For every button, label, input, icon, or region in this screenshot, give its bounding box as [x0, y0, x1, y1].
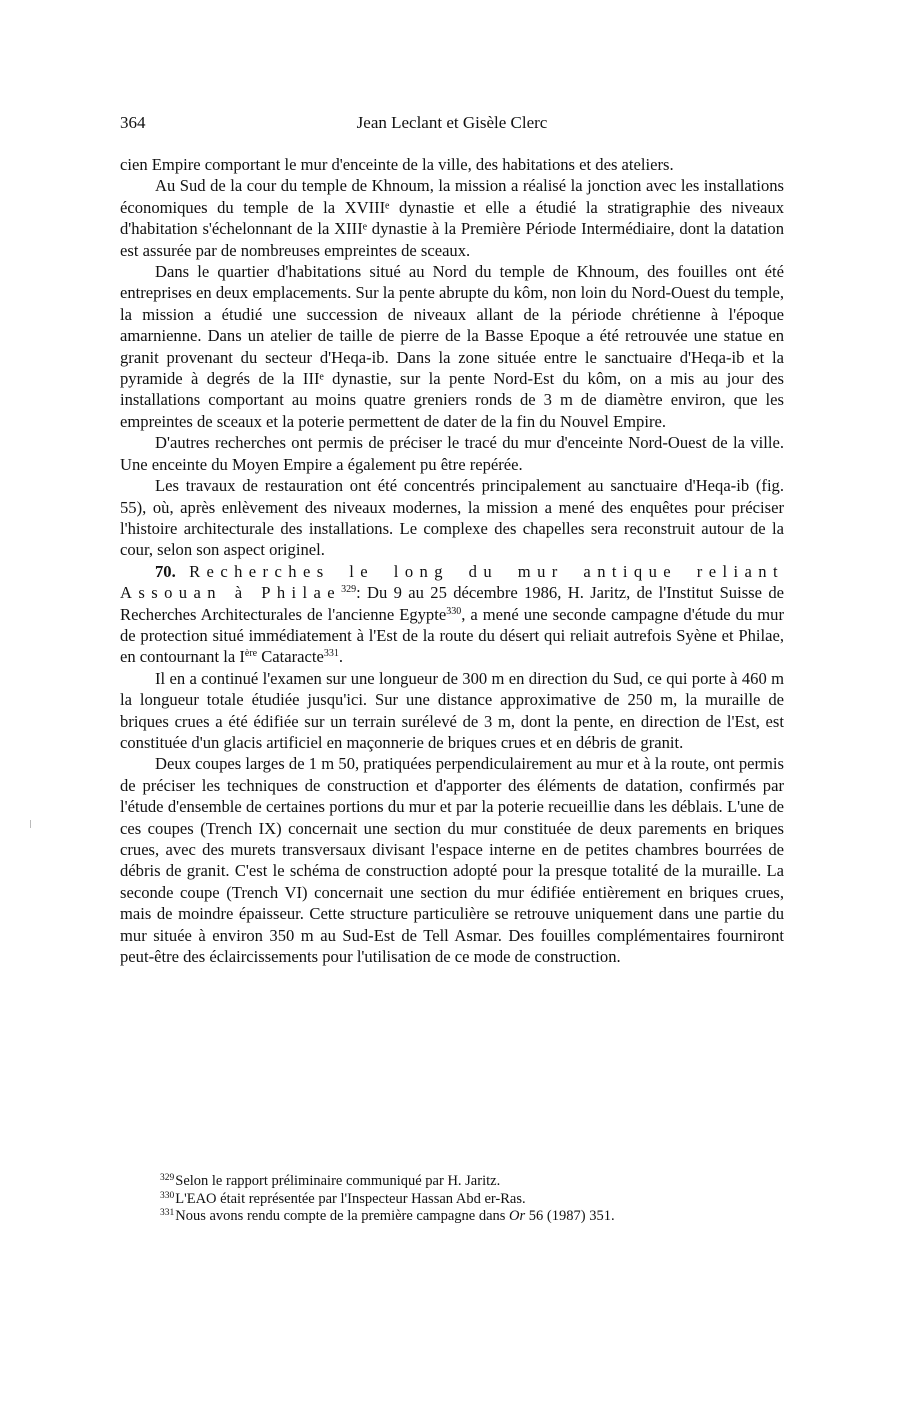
paragraph-6-text-a: : Du 9 au 25 décembre 1986, H. Jaritz, de l'Institut Suisse de Recherches Architecturales de l'ancienne Egypte — [120, 583, 784, 624]
paragraph-1: cien Empire comportant le mur d'enceinte de la ville, des habitations et des ateliers. — [120, 155, 674, 174]
paragraph-6-text-d: . — [338, 647, 344, 667]
page-header — [120, 113, 784, 137]
footnote-text: L'EAO était représentée par l'Inspecteur Hassan Abd er-Ras. — [175, 1190, 526, 1207]
paragraph-6-text-b: , a mené une seconde campagne d'étude du mur de protection situé immédiatement à l'Est de la route du désert qui reliait autrefois Syène et Philae, en contournant la — [120, 604, 784, 667]
footnotes — [160, 1173, 800, 1226]
roman-numeral: I — [239, 647, 245, 667]
section-lead-in: Recherches le long du mur antique reliant Assouan à Philae — [120, 561, 784, 603]
footnote-text-end: 56 (1987) 351. — [525, 1208, 615, 1224]
body-text — [120, 154, 784, 967]
paragraph-7: Il en a continué l'examen sur une longueur de 300 m en direction du Sud, ce qui porte à 460 m la longueur totale étudiée jusqu'ici. Sur une distance approximative de 250 m, la muraille de briques crues a été édifiée sur un terrain surélevé de 3 m, dont la pente, en direction de l'Est, est constituée d'un glacis artificiel en maçonnerie de briques crues et en débris de granit. — [120, 668, 784, 752]
section-number: 70. — [155, 561, 176, 581]
running-head: Jean Leclant et Gisèle Clerc — [356, 113, 548, 132]
footnote-ref-331[interactable]: 331 — [323, 648, 339, 660]
paragraph-2: Au Sud de la cour du temple de Khnoum, la mission a réalisé la jonction avec les installations économiques du temple de la XVIIIᵉ dynastie et elle a étudié la stratigraphie des niveaux d'habitation s'échelonnant de la XIIIᵉ dynastie à la Première Période Intermédiaire, dont la datation est assurée par de nombreuses empreintes de sceaux. — [120, 176, 784, 260]
footnote-number: 329 — [160, 1173, 175, 1183]
footnote-ref-329[interactable]: 329 — [341, 584, 357, 596]
paragraph-8: Deux coupes larges de 1 m 50, pratiquées perpendiculairement au mur et à la route, ont permis de préciser les techniques de construction et d'apporter des éléments de datation, confirmés par l'étude d'ensemble de certaines portions du mur et par la poterie recueillie dans les déblais. L'une de ces coupes (Trench IX) concernait une section du mur constituée de deux parements en briques crues, avec des murets transversaux divisant l'espace interne en de petites chambres bourrées de débris de granit. C'est le schéma de construction adopté pour la presque totalité de la muraille. La seconde coupe (Trench VI) concernait une section du mur édifiée entièrement en briques crues, mais de moindre épaisseur. Cette structure particulière se retrouve uniquement dans une partie du mur située à environ 350 m au Sud-Est de Tell Asmar. Des fouilles complémentaires fourniront peut-être des éclaircissements pour l'utilisation de ce mode de construction. — [120, 754, 784, 967]
journal-abbreviation: Or — [509, 1208, 526, 1224]
footnote-329 — [160, 1173, 800, 1191]
paragraph-5: Les travaux de restauration ont été concentrés principalement au sanctuaire d'Heqa-ib (fig. 55), où, après enlèvement des niveaux modernes, la mission a mené des enquêtes pour préciser l'histoire architecturale des installations. Le complexe des chapelles sera reconstruit autour de la cour, selon son aspect originel. — [120, 476, 784, 560]
paragraph-3: Dans le quartier d'habitations situé au Nord du temple de Khnoum, des fouilles ont été entreprises en deux emplacements. Sur la pente abrupte du kôm, non loin du Nord-Ouest du temple, la mission a étudié une succession de niveaux allant de la période chrétienne à l'époque amarnienne. Dans un atelier de taille de pierre de la Basse Epoque a été retrouvée une statue en granit provenant du secteur d'Heqa-ib. Dans la zone située entre le sanctuaire d'Heqa-ib et la pyramide à degrés de la IIIᵉ dynastie, sur la pente Nord-Est du kôm, on a mis au jour des installations comportant au moins quatre greniers ronds de 3 m de diamètre environ, que les empreintes de sceaux et la poterie permettent de dater de la fin du Nouvel Empire. — [120, 262, 784, 431]
footnote-number: 330 — [160, 1190, 175, 1201]
footnote-text: Nous avons rendu compte de la première campagne dans — [175, 1208, 510, 1224]
footnote-text: Selon le rapport préliminaire communiqué par H. Jaritz. — [175, 1173, 501, 1189]
footnote-330 — [160, 1191, 800, 1209]
footnote-number: 331 — [160, 1208, 175, 1218]
paragraph-4: D'autres recherches ont permis de préciser le tracé du mur d'enceinte Nord-Ouest de la ville. Une enceinte du Moyen Empire a également pu être repérée. — [120, 433, 784, 474]
ordinal-superscript: ère — [244, 648, 258, 660]
margin-mark — [30, 820, 31, 828]
footnote-331 — [160, 1208, 800, 1226]
paragraph-6-section-70 — [120, 561, 784, 668]
page-number: 364 — [120, 113, 146, 132]
paragraph-6-text-c: Cataracte — [257, 647, 324, 667]
footnote-ref-330[interactable]: 330 — [446, 605, 462, 617]
